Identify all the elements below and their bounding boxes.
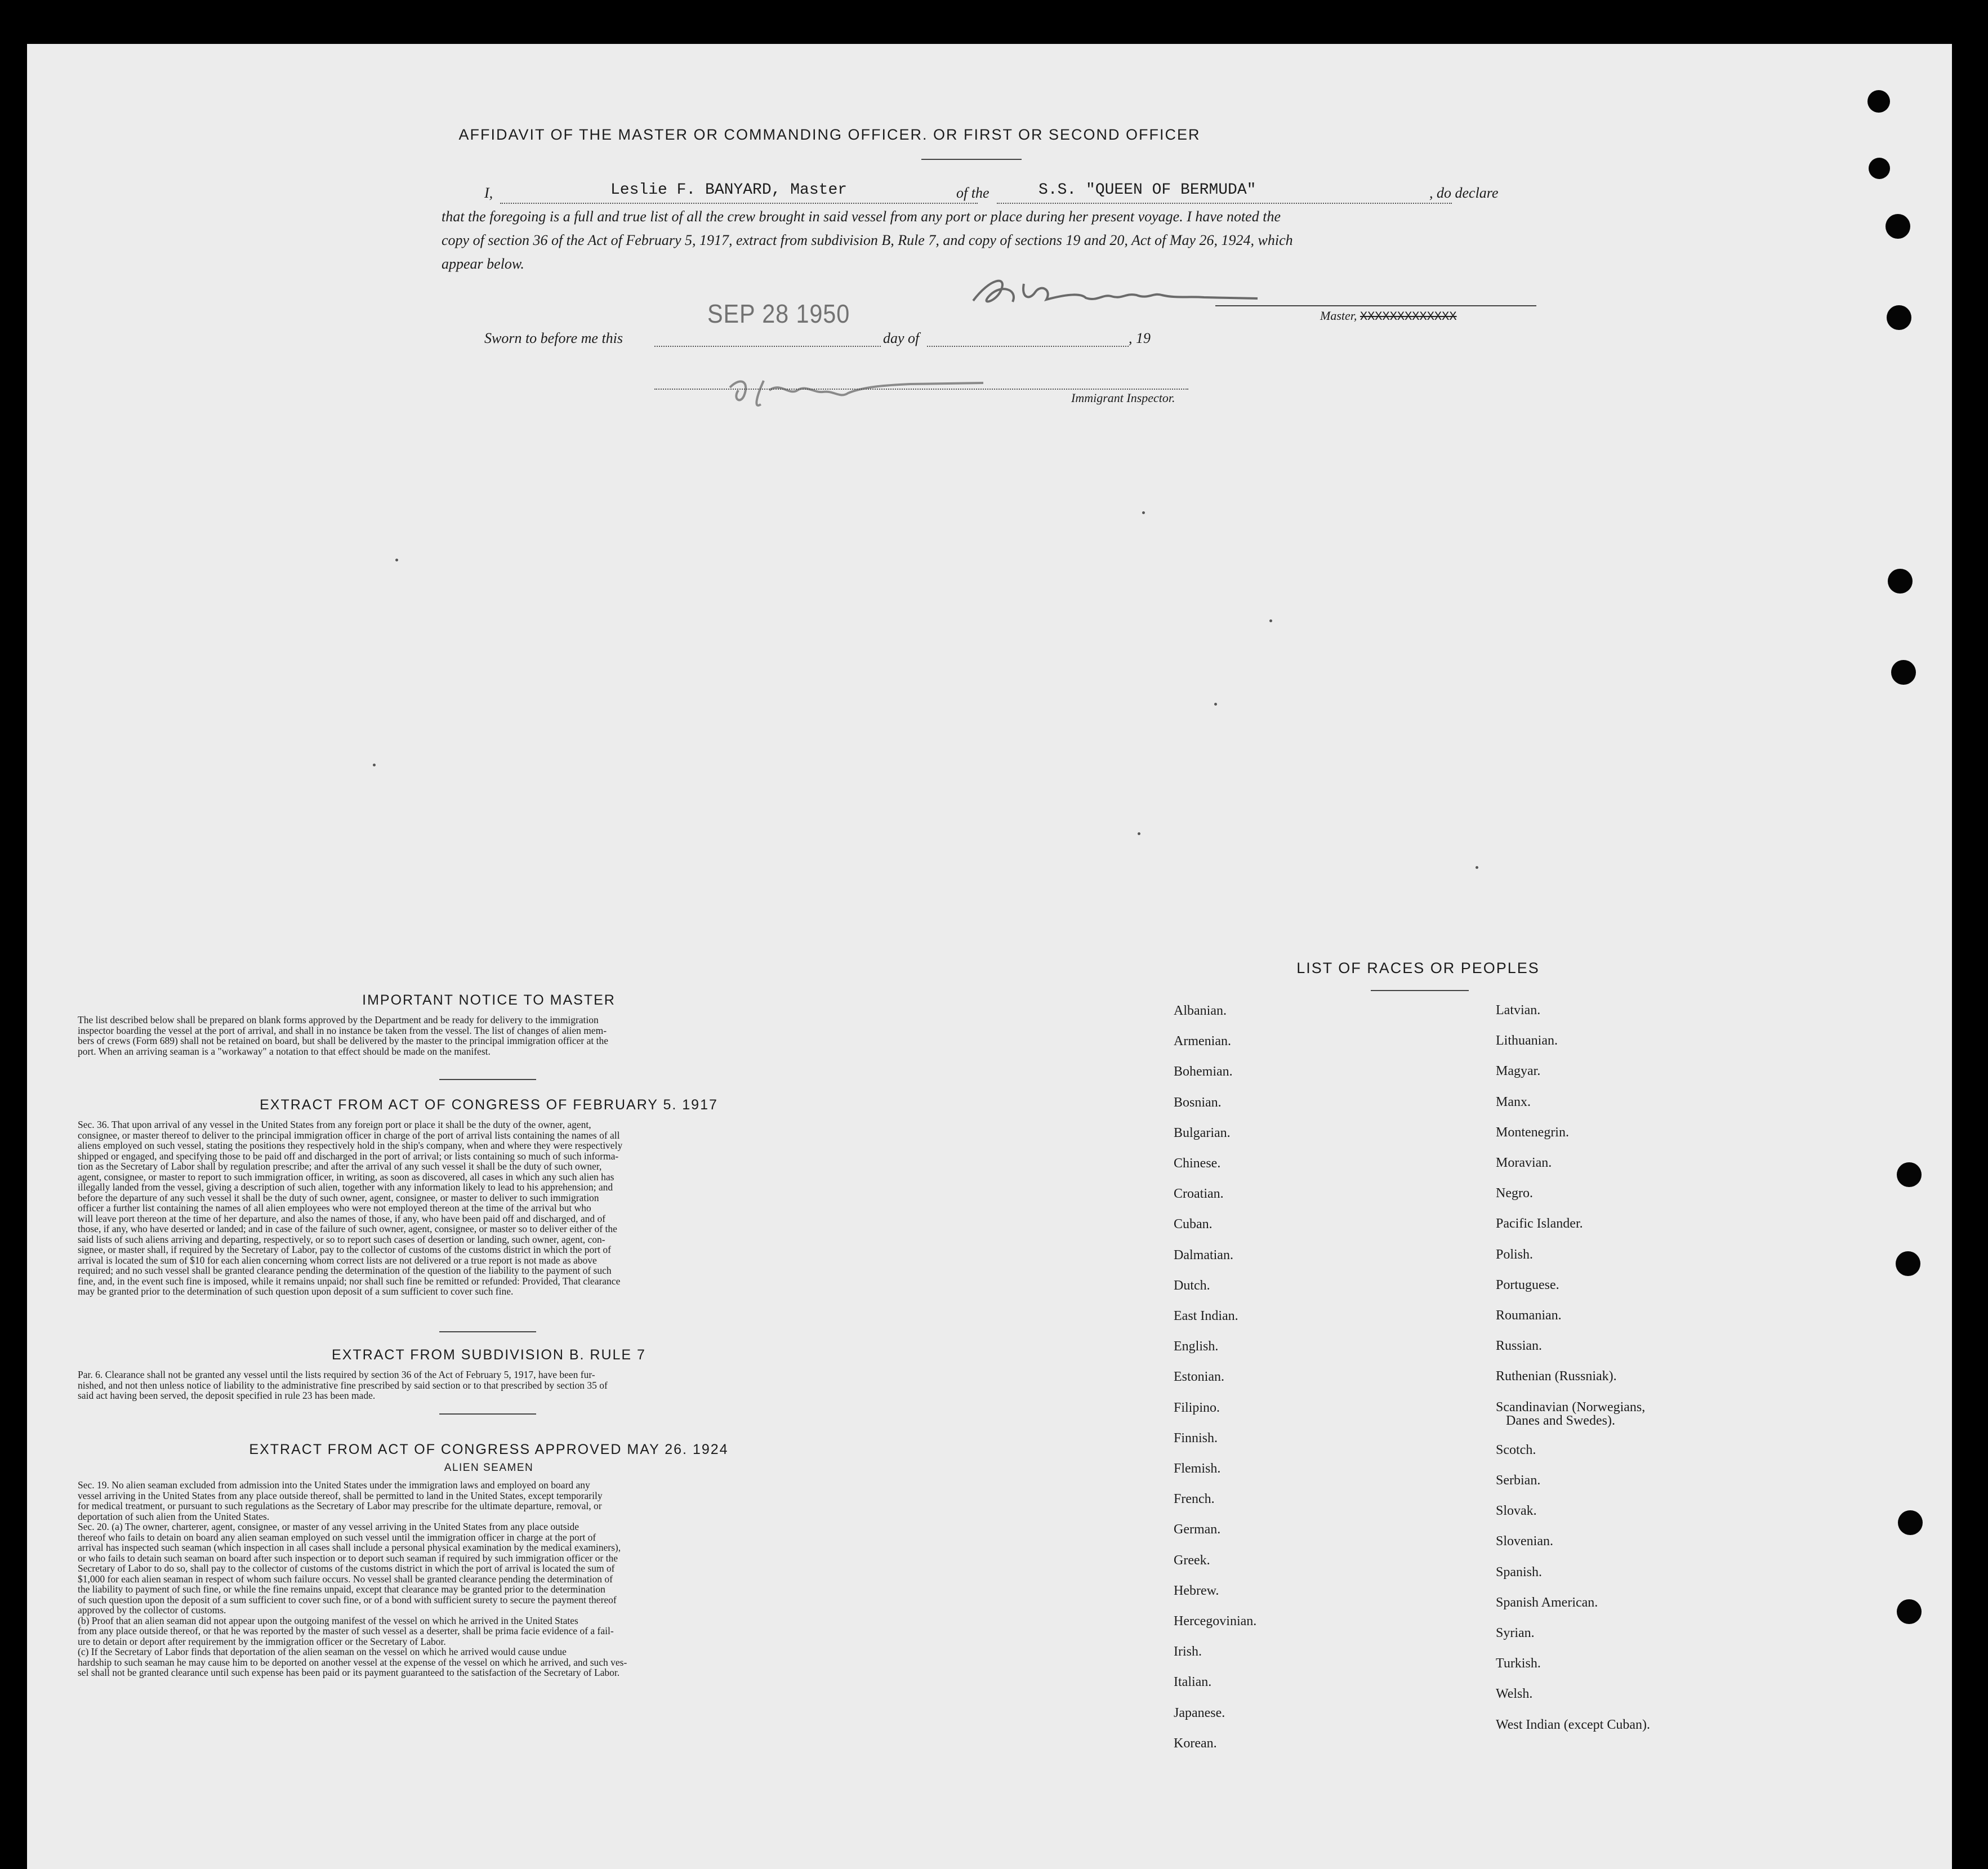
notice-heading: IMPORTANT NOTICE TO MASTER — [362, 992, 616, 1008]
race-item: Armenian. — [1174, 1034, 1231, 1049]
race-item: Slovak. — [1496, 1504, 1537, 1519]
affidavit-line3: copy of section 36 of the Act of February 5, 1917, extract from subdivision B, Rule 7, and copy of sections 19 and 20, Act of May 26, 1924, which — [442, 232, 1293, 248]
scan-speck — [395, 559, 398, 561]
of-the-label: of the — [956, 185, 989, 201]
divider — [439, 1079, 536, 1080]
race-item: Greek. — [1174, 1553, 1210, 1568]
race-item: Scotch. — [1496, 1442, 1536, 1457]
binder-hole — [1888, 569, 1913, 594]
day-of-text: day of — [883, 330, 920, 346]
race-item: Korean. — [1174, 1736, 1217, 1751]
sworn-month-line — [927, 346, 1129, 347]
year-text: , 19 — [1129, 330, 1151, 346]
master-caption-label: Master, — [1320, 309, 1357, 323]
race-item: Chinese. — [1174, 1156, 1221, 1171]
scan-speck — [1214, 703, 1217, 706]
race-item: Italian. — [1174, 1675, 1212, 1690]
race-item: Finnish. — [1174, 1430, 1218, 1446]
binder-hole — [1887, 305, 1911, 330]
inspector-caption: Immigrant Inspector. — [1071, 391, 1175, 405]
inspector-signature-line — [654, 389, 1188, 390]
race-item: East Indian. — [1174, 1309, 1238, 1323]
binder-hole — [1891, 660, 1916, 685]
name-fill-line — [500, 203, 978, 204]
race-item: Pacific Islander. — [1496, 1216, 1583, 1232]
divider — [1371, 990, 1469, 991]
race-item: Turkish. — [1496, 1656, 1541, 1671]
race-item: Bosnian. — [1174, 1095, 1222, 1110]
races-heading: LIST OF RACES OR PEOPLES — [1296, 960, 1540, 976]
race-item: Slovenian. — [1496, 1534, 1553, 1549]
race-item: Portuguese. — [1496, 1277, 1559, 1292]
inspector-signature — [719, 365, 989, 416]
vessel-fill-line — [997, 203, 1452, 204]
affidavit-i: I, — [484, 185, 493, 201]
divider — [921, 159, 1022, 160]
scan-speck — [1269, 619, 1272, 622]
binder-hole — [1897, 1162, 1922, 1187]
master-caption-struck: XXXXXXXXXXXXX — [1359, 310, 1457, 324]
vessel-name: S.S. "QUEEN OF BERMUDA" — [1038, 181, 1256, 199]
race-item: Estonian. — [1174, 1370, 1224, 1385]
extract-1917-heading: EXTRACT FROM ACT OF CONGRESS OF FEBRUARY 5. 1917 — [260, 1097, 718, 1113]
master-caption — [1320, 309, 1457, 324]
race-item: West Indian (except Cuban). — [1496, 1717, 1650, 1732]
race-item: Montenegrin. — [1496, 1125, 1569, 1140]
race-item: Ruthenian (Russniak). — [1496, 1369, 1617, 1384]
race-item: Flemish. — [1174, 1461, 1221, 1476]
scan-speck — [1476, 866, 1478, 869]
date-stamp: SEP 28 1950 — [707, 299, 850, 328]
master-signature — [968, 267, 1260, 318]
race-item: Welsh. — [1496, 1687, 1533, 1702]
affidavit-heading: AFFIDAVIT OF THE MASTER OR COMMANDING OFFICER. OR FIRST OR SECOND OFFICER — [458, 126, 1201, 143]
affidavit-line4: appear below. — [442, 256, 524, 272]
race-item: Filipino. — [1174, 1400, 1220, 1415]
document-sheet — [27, 44, 1952, 1869]
notice-body: The list described below shall be prepared on blank forms approved by the Department and be ready for delivery to the immigration inspector boarding the vessel at the port of arrival, and shall in no instance be taken from the vessel. The list of changes of alien mem- bers of crews (Form 689) shall not be retained on board, but shall be delivered by the master to the principal immigration officer at the port. When an arriving seaman is a "workaway" a notation to that effect should be made on the manifest. — [78, 1014, 608, 1057]
race-item: Syrian. — [1496, 1626, 1535, 1640]
extract-1924-body: Sec. 19. No alien seaman excluded from admission into the United States under the immigration laws and employed on board any vessel arriving in the United States from any place outside thereof, shall be permitted to land in the United States, except temporarily for medical treatment, or pursuant to such regulations as the Secretary of Labor may prescribe for the ultimate departure, removal, or deportation of such alien from the United States. Sec. 20. (a) The owner, charterer, agent, consignee, or master of any vessel arriving in the United States from any place outside thereof who fails to detain on board any alien seaman employed on such vessel until the immigration officer in charge at the port of arrival has inspected such seaman (which inspection in all cases shall include a personal physical examination by the medical examiners), or who fails to detain such seaman on board after such inspection or to deport such seaman if required by such immigration officer or the Secretary of Labor to do so, shall pay to the collector of customs of the customs district in which the port of arrival is located the sum of $1,000 for each alien seaman in respect of whom such failure occurs. No vessel shall be granted clearance pending the determination of the liability to payment of such fine, or while the fine remains unpaid, except that clearance may be granted prior to the determination of such question upon the deposit of a sum sufficient to cover such fine, or of a bond with sufficient surety to secure the payment thereof approved by the collector of customs. (b) Proof that an alien seaman did not appear upon the outgoing manifest of the vessel on which he arrived in the United States from any place outside thereof, or that he was reported by the master of such vessel as a deserter, shall be prima facie evidence of a fail- ure to detain or deport after requirement by the immigration officer or the Secretary of Labor. (c) If the Secretary of Labor finds that deportation of the alien seaman on the vessel on which he arrived would cause undue hardship to such seaman he may cause him to be deported on another vessel at the expense of the vessel on which he arrived, and such ves- sel shall not be granted clearance until such expense has been paid or its payment guaranteed to the satisfaction of the Secretary of Labor. — [78, 1479, 627, 1678]
master-name: Leslie F. BANYARD, Master — [610, 181, 848, 199]
race-item: Bulgarian. — [1174, 1125, 1231, 1140]
extract-1917-body: Sec. 36. That upon arrival of any vessel in the United States from any foreign port or place it shall be the duty of the owner, agent, consignee, or master thereof to deliver to the principal immigration officer in charge of the port of arrival lists containing the names of all aliens employed on such vessel, stating the positions they respectively hold in the ship's company, when and where they were respectively shipped or engaged, and specifying those to be paid off and discharged in the port of arrival; or lists containing so much of such informa- tion as the Secretary of Labor shall by regulation prescribe; and after the arrival of any such vessel it shall be the duty of such owner, agent, consignee, or master to report to such immigration officer, in writing, as soon as discovered, all cases in which any such alien has illegally landed from the vessel, giving a description of such alien, together with any information likely to lead to his apprehension; and before the departure of any such vessel it shall be the duty of such owner, agent, consignee, or master to deliver to such immigration officer a further list containing the names of all alien employees who were not employed thereon at the time of the arrival but who will leave port thereon at the time of her departure, and also the names of those, if any, who have been paid off and discharged, and of those, if any, who have deserted or landed; and in case of the failure of such owner, agent, consignee, or master so to deliver either of the said lists of such aliens arriving and departing, respectively, or so to report such cases of desertion or landing, such owner, agent, con- signee, or master shall, if required by the Secretary of Labor, pay to the collector of customs of the customs district in which the port of arrival is located the sum of $10 for each alien concerning whom correct lists are not delivered or a true report is not made as above required; and no such vessel shall be granted clearance pending the determination of the question of the liability to the payment of such fine, and, in the event such fine is imposed, while it remains unpaid; nor shall such fine be remitted or refunded: Provided, That clearance may be granted prior to the determination of such question upon deposit of a sum sufficient to cover such fine. — [78, 1119, 623, 1297]
rule7-heading: EXTRACT FROM SUBDIVISION B. RULE 7 — [332, 1347, 646, 1363]
scan-speck — [1138, 832, 1140, 835]
binder-hole — [1897, 1599, 1922, 1624]
sworn-text: Sworn to before me this — [484, 330, 623, 346]
master-signature-line — [1215, 305, 1536, 306]
race-item: Scandinavian (Norwegians, Danes and Swedes). — [1496, 1399, 1646, 1428]
race-item: Croatian. — [1174, 1186, 1224, 1202]
race-item: English. — [1174, 1339, 1219, 1354]
race-item: Japanese. — [1174, 1705, 1225, 1720]
scan-speck — [1142, 511, 1145, 514]
extract-1924-heading: EXTRACT FROM ACT OF CONGRESS APPROVED MAY 26. 1924 — [249, 1442, 729, 1457]
race-item: Manx. — [1496, 1094, 1531, 1109]
race-item: Moravian. — [1496, 1156, 1552, 1170]
race-item: French. — [1174, 1492, 1215, 1507]
rule7-body: Par. 6. Clearance shall not be granted any vessel until the lists required by section 36 of the Act of February 5, 1917, have been fur- nished, and not then unless notice of liability to the administrative fine prescribed by said section or to that prescribed by section 35 of said act having been served, the deposit specified in rule 23 has been made. — [78, 1369, 608, 1401]
alien-seamen-subheading: ALIEN SEAMEN — [444, 1462, 534, 1474]
binder-hole — [1896, 1251, 1920, 1276]
scan-speck — [373, 764, 376, 766]
race-item: Latvian. — [1496, 1003, 1541, 1018]
binder-hole — [1869, 158, 1890, 179]
race-item: Spanish American. — [1496, 1595, 1598, 1610]
race-item: Magyar. — [1496, 1064, 1541, 1079]
race-item: Roumanian. — [1496, 1308, 1562, 1323]
do-declare: , do declare — [1429, 185, 1499, 201]
race-item: Spanish. — [1496, 1564, 1543, 1580]
race-item: Polish. — [1496, 1247, 1534, 1262]
race-item: Dutch. — [1174, 1278, 1210, 1293]
race-item: Hercegovinian. — [1174, 1614, 1257, 1629]
race-item: Bohemian. — [1174, 1064, 1233, 1080]
race-item: Albanian. — [1174, 1003, 1227, 1018]
race-item: Russian. — [1496, 1339, 1543, 1354]
race-item: Negro. — [1496, 1186, 1533, 1201]
binder-hole — [1867, 90, 1890, 113]
sworn-day-line — [654, 346, 881, 347]
race-item: German. — [1174, 1522, 1221, 1537]
binder-hole — [1886, 214, 1910, 239]
affidavit-line2: that the foregoing is a full and true list of all the crew brought in said vessel from any port or place during her present voyage. I have noted the — [442, 208, 1281, 225]
race-item: Lithuanian. — [1496, 1033, 1558, 1049]
race-item: Cuban. — [1174, 1217, 1213, 1232]
binder-hole — [1898, 1510, 1923, 1535]
divider — [439, 1331, 536, 1332]
race-item: Irish. — [1174, 1644, 1202, 1660]
divider — [439, 1413, 536, 1415]
race-item: Serbian. — [1496, 1473, 1541, 1488]
race-item: Hebrew. — [1174, 1583, 1219, 1598]
race-item: Dalmatian. — [1174, 1247, 1233, 1263]
